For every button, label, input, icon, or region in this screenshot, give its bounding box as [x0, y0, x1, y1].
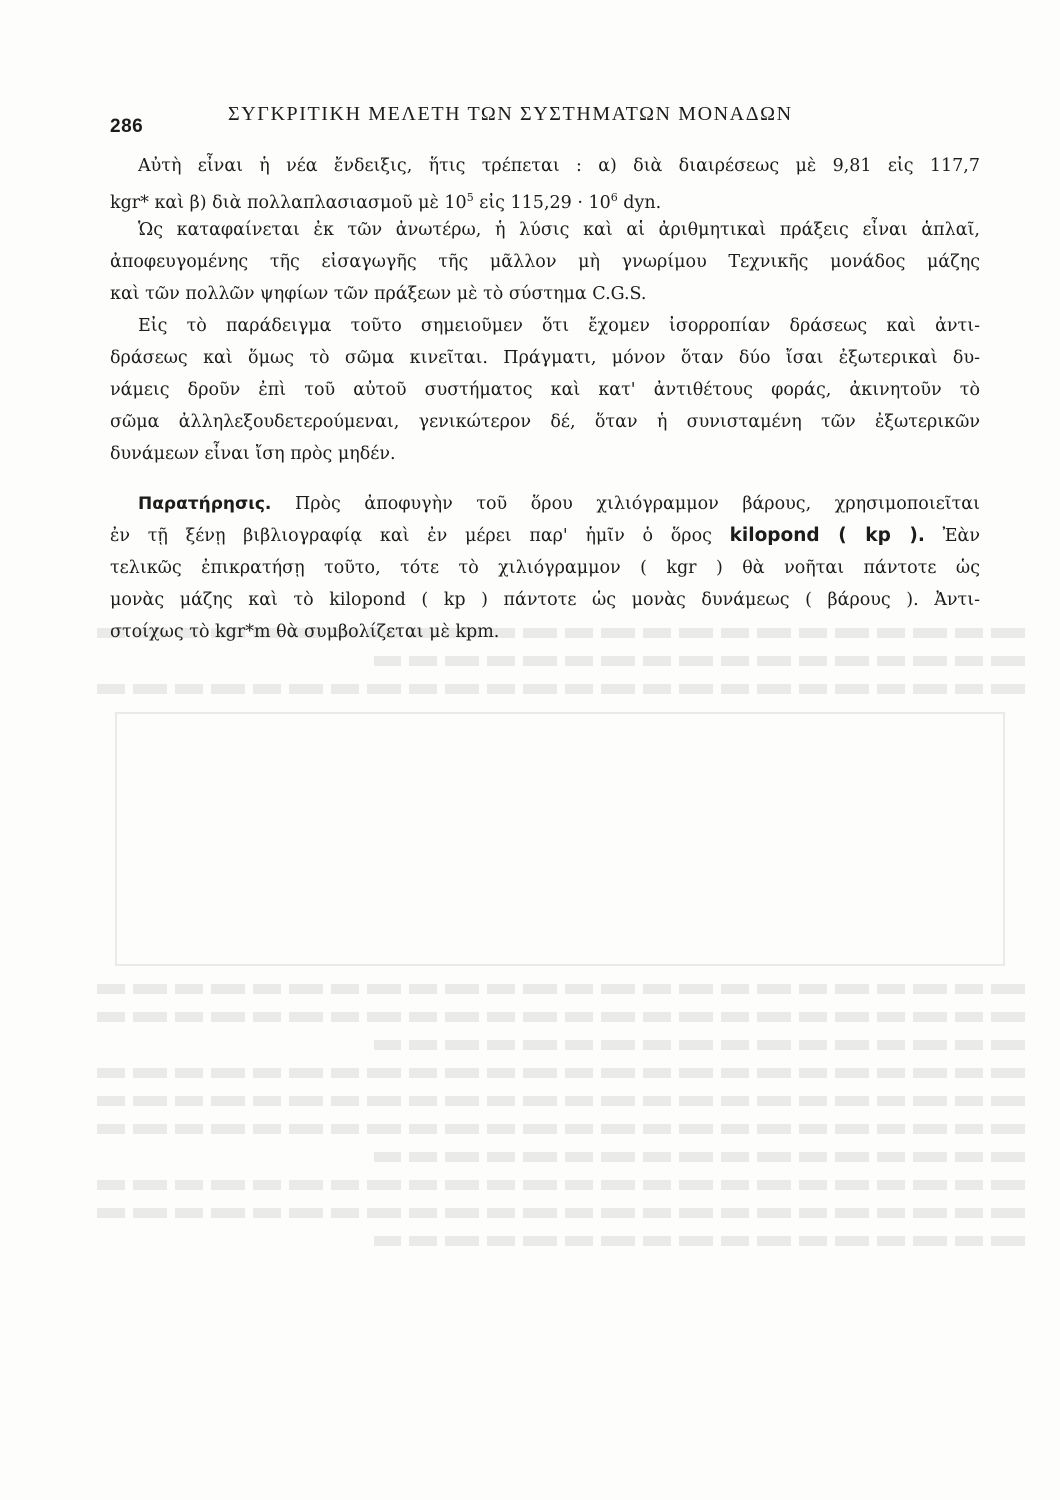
text-line: στοίχως τὸ kgr*m θὰ συμβολίζεται μὲ kpm.: [110, 622, 500, 642]
text-segment: εἰς 115,29 · 10: [473, 193, 611, 213]
text-segment: kgr* καὶ β) διὰ πολλαπλασιασμοῦ μὲ 10: [110, 193, 467, 213]
paragraph-conclusion: [110, 214, 980, 310]
text-line: Ὡς καταφαίνεται ἐκ τῶν ἀνωτέρω, ἡ λύσις καὶ αἱ ἀριθμητικαὶ πράξεις εἶναι ἁπλαῖ,: [138, 220, 980, 240]
exponent: 5: [466, 191, 474, 204]
text-line: δράσεως καὶ ὅμως τὸ σῶμα κινεῖται. Πράγματι, μόνον ὅταν δύο ἴσαι ἐξωτερικαὶ δυ-: [110, 348, 980, 368]
text-line: δυνάμεων εἶναι ἴση πρὸς μηδέν.: [110, 444, 396, 464]
text-segment: Πρὸς ἀποφυγὴν τοῦ ὅρου χιλιόγραμμον βάρους, χρησιμοποιεῖται: [271, 494, 980, 514]
text-line: καὶ τῶν πολλῶν ψηφίων τῶν πράξεων μὲ τὸ σύστημα C.G.S.: [110, 284, 647, 304]
exponent: 6: [610, 191, 618, 204]
text-line: Εἰς τὸ παράδειγμα τοῦτο σημειοῦμεν ὅτι ἔχομεν ἰσορροπίαν δράσεως καὶ ἀντι-: [138, 316, 980, 336]
body-text: [110, 150, 980, 648]
text-line: μονὰς μάζης καὶ τὸ kilopond ( kp ) πάντοτε ὡς μονὰς δυνάμεως ( βάρους ). Ἀντι-: [110, 590, 980, 610]
paragraph-remark: [110, 488, 980, 648]
paragraph-equilibrium: [110, 310, 980, 470]
remark-heading: Παρατήρησις.: [138, 494, 272, 514]
page-number: 286: [110, 116, 144, 137]
paragraph-result: [110, 150, 980, 214]
text-line: Αὐτὴ εἶναι ἡ νέα ἔνδειξις, ἥτις τρέπεται : α) διὰ διαιρέσεως μὲ 9,81 εἰς 117,7: [138, 156, 980, 176]
text-line: νάμεις δροῦν ἐπὶ τοῦ αὐτοῦ συστήματος καὶ κατ' ἀντιθέτους φοράς, ἀκινητοῦν τὸ: [110, 380, 980, 400]
text-segment: ἐν τῇ ξένῃ βιβλιογραφίᾳ καὶ ἐν μέρει παρ' ἡμῖν ὁ ὅρος: [110, 526, 730, 546]
text-line: σῶμα ἀλληλεξουδετερούμεναι, γενικώτερον δέ, ὅταν ἡ συνισταμένη τῶν ἐξωτερικῶν: [110, 412, 980, 432]
text-line: [110, 182, 980, 214]
text-segment: Ἐὰν: [924, 526, 980, 546]
text-segment: dyn.: [617, 193, 662, 213]
running-title: ΣΥΓΚΡΙΤΙΚΗ ΜΕΛΕΤΗ ΤΩΝ ΣΥΣΤΗΜΑΤΩΝ ΜΟΝΑΔΩΝ: [228, 103, 793, 125]
text-line: [110, 488, 980, 520]
reverse-side-bleed-through: [95, 610, 1025, 1430]
kilopond-term: kilopond ( kp ).: [729, 525, 925, 546]
text-line: ἀποφευγομένης τῆς εἰσαγωγῆς τῆς μᾶλλον μὴ γνωρίμου Τεχνικῆς μονάδος μάζης: [110, 252, 980, 272]
text-line: τελικῶς ἐπικρατήσῃ τοῦτο, τότε τὸ χιλιόγραμμον ( kgr ) θὰ νοῆται πάντοτε ὡς: [110, 558, 980, 578]
text-line: [110, 520, 980, 552]
